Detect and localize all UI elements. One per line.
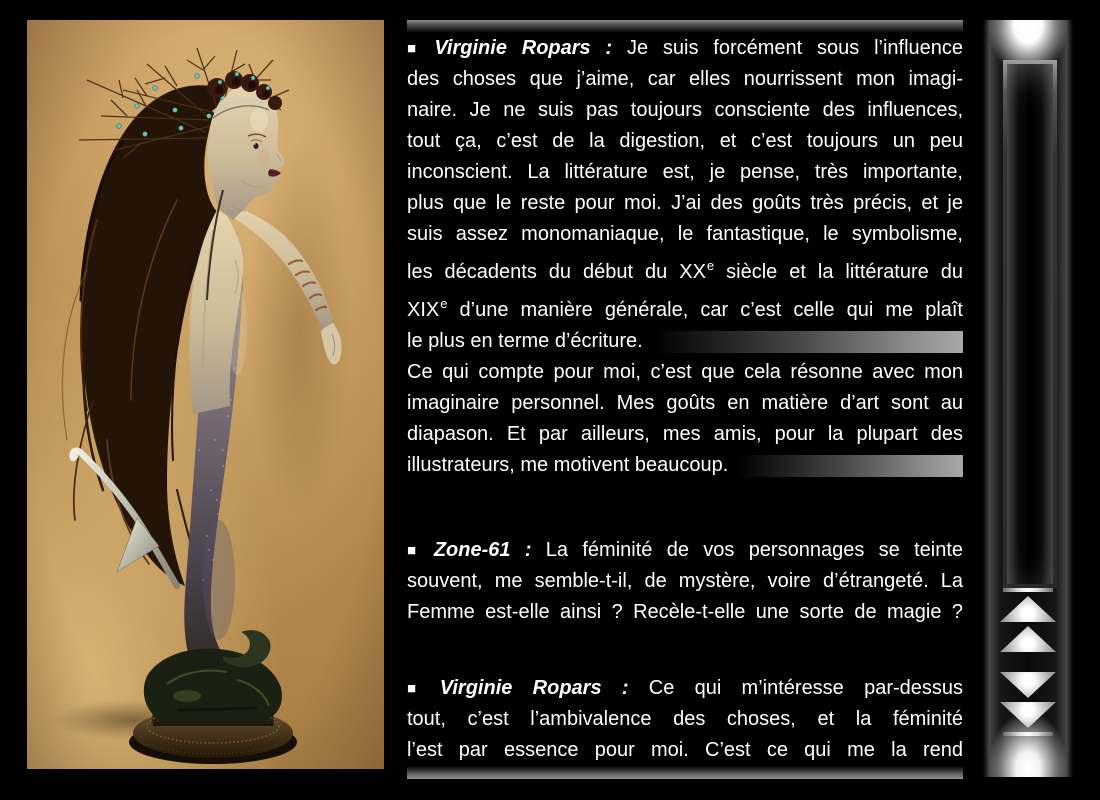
text-line: XIXe d’une manière générale, car c’est celle qui me plaît [407, 296, 963, 321]
text-line: illustrateurs, me motivent beaucoup. [407, 450, 963, 481]
text-line: ■ Zone-61 : La féminité de vos personnages se teinte [407, 539, 964, 561]
text-line: suis assez monomaniaque, le fantastique, le symbolisme, [407, 223, 963, 245]
up-arrow-icon [1000, 596, 1056, 622]
text-line: tout ça, c’est de la digestion, et c’est toujours un peu [407, 130, 963, 152]
down-arrow-icon [1000, 672, 1056, 698]
scroll-up-button[interactable] [1000, 624, 1056, 654]
text-line: Femme est-elle ainsi ? Recèle-t-elle une sorte de magie ? [407, 601, 963, 623]
text-line: l’est par essence pour moi. C’est ce qui me la rend [407, 739, 963, 761]
text-line: ■ Virginie Ropars : Ce qui m’intéresse par-dessus [407, 677, 964, 699]
scrollbar-track[interactable] [1003, 60, 1057, 588]
article [407, 20, 963, 779]
text-line: souvent, me semble-t-il, de mystère, voire d’étrangeté. La [407, 570, 963, 592]
text-line: des choses que j’aime, car elles nourrissent mon imagi- [407, 68, 963, 90]
text-line: imaginaire personnel. Mes goûts en matière d’art sont au [407, 392, 963, 414]
line-end-fade [738, 455, 963, 477]
article-bottom-fade [407, 766, 963, 779]
scrollbar-track-inner [1007, 64, 1053, 584]
text-line: les décadents du début du XXe siècle et la littérature du [407, 258, 963, 283]
scroll-to-bottom-button[interactable] [1000, 700, 1056, 738]
text-line: ■ Virginie Ropars : Je suis forcément sous l’influence [407, 37, 964, 59]
scrollbar[interactable] [983, 20, 1073, 777]
article-top-fade [407, 20, 963, 33]
text-line: Ce qui compte pour moi, c’est que cela résonne avec mon [407, 361, 963, 383]
bottom-limit-bar-icon [1003, 732, 1053, 736]
photo-vignette [27, 20, 384, 769]
text-line: plus que le reste pour moi. J’ai des goûts très précis, et je [407, 192, 963, 214]
down-arrow-icon [1000, 702, 1056, 728]
section-virginie-ropars-answer-1 [407, 33, 963, 481]
line-end-fade [653, 331, 963, 353]
text-line: naire. Je ne suis pas toujours consciente des influences, [407, 99, 963, 121]
top-limit-bar-icon [1003, 588, 1053, 592]
section-virginie-ropars-answer-2 [407, 673, 963, 766]
section-zone-61-question [407, 535, 963, 628]
sculpture-photo [27, 20, 384, 769]
scroll-nav [983, 586, 1073, 738]
scroll-down-button[interactable] [1000, 670, 1056, 700]
scroll-to-top-button[interactable] [1000, 586, 1056, 624]
up-arrow-icon [1000, 626, 1056, 652]
text-line: le plus en terme d’écriture. [407, 326, 963, 357]
text-line: diapason. Et par ailleurs, mes amis, pour la plupart des [407, 423, 963, 445]
text-line: inconscient. La littérature est, je pense, très importante, [407, 161, 963, 183]
text-line: tout, c’est l’ambivalence des choses, et la féminité [407, 708, 963, 730]
